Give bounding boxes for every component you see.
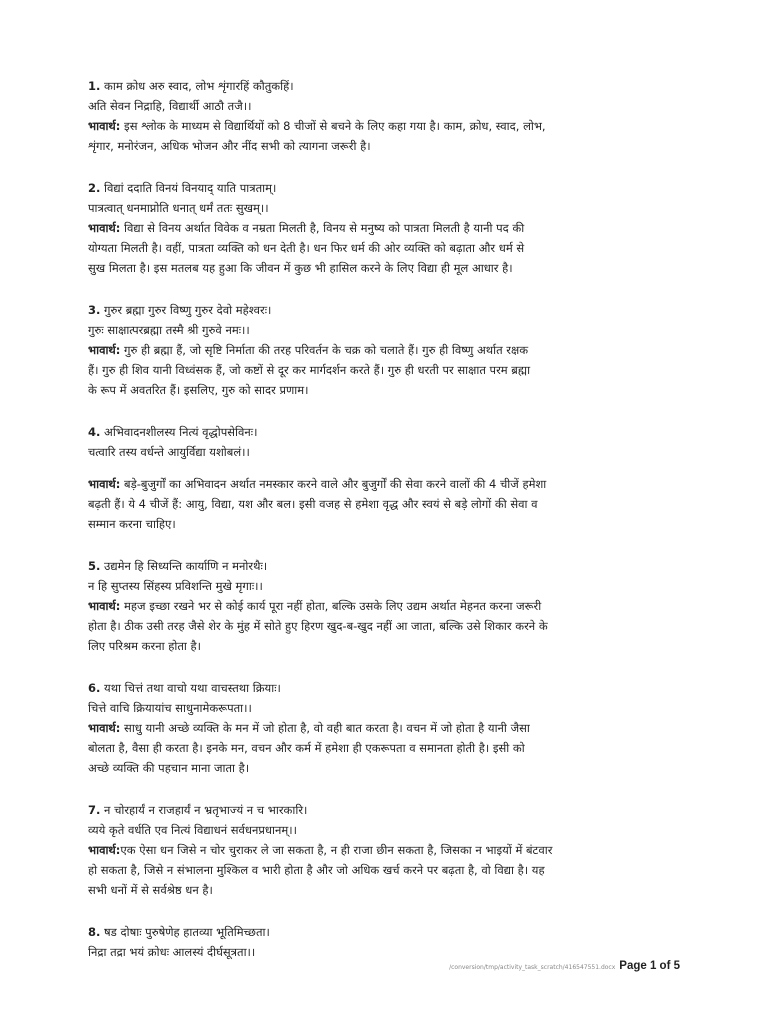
shloka-text: निद्रा तद्रा भयं क्रोधः आलस्यं दीर्घसूत्रता।। <box>88 945 256 959</box>
shloka-entry <box>88 300 688 400</box>
meaning-text: हो सकता है, जिसे न संभालना मुश्किल व भारी होता है और जो अधिक खर्च करने पर बढ़ता है, वो विद्या है। यह <box>88 863 545 877</box>
meaning-line <box>88 718 688 738</box>
meaning-line <box>88 238 688 258</box>
meaning-text: होता है। ठीक उसी तरह जैसे शेर के मुंह में सोते हुए हिरण खुद-ब-खुद नहीं आ जाता, बल्कि उसे शिकार करने के <box>88 619 548 633</box>
meaning-text: बढ़ती हैं। ये 4 चीजें हैं: आयु, विद्या, यश और बल। इसी वजह से हमेशा वृद्ध और स्वयं से बड़े लोगों की सेवा व <box>88 497 538 511</box>
page-footer <box>449 960 680 972</box>
shloka-text: अभिवादनशीलस्य नित्यं वृद्धोपसेविनः। <box>100 425 258 439</box>
meaning-line <box>88 218 688 238</box>
shloka-entry <box>88 556 688 656</box>
meaning-label: भावार्थ: <box>88 343 121 357</box>
entry-number: 4. <box>88 425 101 439</box>
meaning-line <box>88 840 688 860</box>
shloka-text: गुरुर ब्रह्मा गुरुर विष्णु गुरुर देवो महेश्वरः। <box>100 303 272 317</box>
shloka-entry <box>88 800 688 900</box>
shloka-line-2 <box>88 442 688 462</box>
shloka-line-1 <box>88 800 688 820</box>
shloka-text: यथा चित्तं तथा वाचो यथा वाचस्तथा क्रियाः। <box>100 681 281 695</box>
shloka-text: न चोरहार्यं न राजहार्यं न भ्रतृभाज्यं न च भारकारि। <box>100 803 308 817</box>
entry-number: 8. <box>88 925 101 939</box>
meaning-line <box>88 514 688 534</box>
meaning-line <box>88 340 688 360</box>
meaning-text: के रूप में अवतरित हैं। इसलिए, गुरु को सादर प्रणाम। <box>88 383 309 397</box>
shloka-entry <box>88 76 688 156</box>
file-path: /conversion/tmp/activity_task_scratch/416547551.docx <box>449 964 616 971</box>
meaning-text: हैं। गुरु ही शिव यानी विध्वंसक हैं, जो कष्टों से दूर कर मार्गदर्शन करते हैं। गुरु ही धरती पर साक्षात परम ब्रह्मा <box>88 363 531 377</box>
meaning-line <box>88 738 688 758</box>
shloka-line-2 <box>88 820 688 840</box>
shloka-line-2 <box>88 96 688 116</box>
entry-number: 5. <box>88 559 101 573</box>
meaning-text: सम्मान करना चाहिए। <box>88 517 176 531</box>
shloka-text: चत्वारि तस्य वर्धन्ते आयुर्विद्या यशोबलं।। <box>88 445 250 459</box>
shloka-line-1 <box>88 76 688 96</box>
meaning-label: भावार्थ: <box>88 721 121 735</box>
document-page <box>88 76 688 984</box>
meaning-text: लिए परिश्रम करना होता है। <box>88 639 201 653</box>
shloka-text: काम क्रोध अरु स्वाद, लोभ शृंगारहिं कौतुकहिं। <box>100 79 294 93</box>
entry-number: 1. <box>88 79 101 93</box>
meaning-text: इस श्लोक के माध्यम से विद्यार्थियों को 8 चीजों से बचने के लिए कहा गया है। काम, क्रोध, स्वाद, लोभ, <box>120 119 546 133</box>
meaning-line <box>88 380 688 400</box>
meaning-line <box>88 616 688 636</box>
shloka-line-2 <box>88 576 688 596</box>
meaning-text: शृंगार, मनोरंजन, अधिक भोजन और नींद सभी को त्यागना जरूरी है। <box>88 139 371 153</box>
shloka-line-1 <box>88 422 688 442</box>
meaning-text: महज इच्छा रखने भर से कोई कार्य पूरा नहीं होता, बल्कि उसके लिए उद्यम अर्थात मेहनत करना जरूरी <box>120 599 542 613</box>
meaning-line <box>88 116 688 136</box>
meaning-text: बड़े-बुजुर्गों का अभिवादन अर्थात नमस्कार करने वाले और बुजुर्गों की सेवा करने वालों की 4 चीजें हमेशा <box>120 477 547 491</box>
meaning-text: बोलता है, वैसा ही करता है। इनके मन, वचन और कर्म में हमेशा ही एकरूपता व समानता होती है। इसी को <box>88 741 525 755</box>
entry-number: 3. <box>88 303 101 317</box>
meaning-text: गुरु ही ब्रह्मा हैं, जो सृष्टि निर्माता की तरह परिवर्तन के चक्र को चलाते हैं। गुरु ही विष्णु अर्थात रक्षक <box>120 343 529 357</box>
shloka-text: उद्यमेन हि सिध्यन्ति कार्याणि न मनोरथैः। <box>100 559 268 573</box>
meaning-text: योग्यता मिलती है। वहीं, पात्रता व्यक्ति को धन देती है। धन फिर धर्म की ओर व्यक्ति को बढ़ाता और धर्म से <box>88 241 525 255</box>
shloka-line-1 <box>88 678 688 698</box>
meaning-text: विद्या से विनय अर्थात विवेक व नम्रता मिलती है, विनय से मनुष्य को पात्रता मिलती है यानी पद की <box>120 221 525 235</box>
shloka-line-1 <box>88 178 688 198</box>
meaning-text: सभी धनों में से सर्वश्रेष्ठ धन है। <box>88 883 213 897</box>
shloka-entry <box>88 678 688 778</box>
shloka-text: अति सेवन निद्राहि, विद्यार्थी आठौ तजै।। <box>88 99 252 113</box>
shloka-entry <box>88 422 688 534</box>
meaning-text: अच्छे व्यक्ति की पहचान माना जाता है। <box>88 761 250 775</box>
shloka-line-2 <box>88 320 688 340</box>
meaning-line <box>88 860 688 880</box>
shloka-text: गुरुः साक्षात्परब्रह्मा तस्मै श्री गुरुवे नमः।। <box>88 323 250 337</box>
meaning-line <box>88 596 688 616</box>
shloka-line-1 <box>88 300 688 320</box>
meaning-line <box>88 880 688 900</box>
meaning-text: एक ऐसा धन जिसे न चोर चुराकर ले जा सकता है, न ही राजा छीन सकता है, जिसका न भाइयों में बंटवार <box>120 843 553 857</box>
meaning-label: भावार्थ: <box>88 843 121 857</box>
shloka-line-2 <box>88 698 688 718</box>
entry-number: 7. <box>88 803 101 817</box>
shloka-text: षड दोषाः पुरुषेणेह हातव्या भूतिमिच्छता। <box>100 925 270 939</box>
meaning-line <box>88 636 688 656</box>
entry-number: 2. <box>88 181 101 195</box>
shloka-line-1 <box>88 556 688 576</box>
shloka-text: चित्ते वाचि क्रियायांच साधुनामेकरूपता।। <box>88 701 252 715</box>
shloka-entry <box>88 178 688 278</box>
meaning-line <box>88 758 688 778</box>
shloka-text: न हि सुप्तस्य सिंहस्य प्रविशन्ति मुखे मृगाः।। <box>88 579 263 593</box>
meaning-line <box>88 494 688 514</box>
shloka-line-1 <box>88 922 688 942</box>
meaning-line <box>88 258 688 278</box>
meaning-label: भावार्थ: <box>88 221 121 235</box>
shloka-entry <box>88 922 688 962</box>
shloka-line-2 <box>88 942 688 962</box>
meaning-line <box>88 474 688 494</box>
meaning-text: साधु यानी अच्छे व्यक्ति के मन में जो होता है, वो वही बात करता है। वचन में जो होता है यानी जैसा <box>120 721 530 735</box>
meaning-line <box>88 360 688 380</box>
shloka-text: पात्रत्वात् धनमाप्नोति धनात् धर्मं ततः सुखम्।। <box>88 201 269 215</box>
meaning-label: भावार्थ: <box>88 477 121 491</box>
shloka-line-2 <box>88 198 688 218</box>
entry-number: 6. <box>88 681 101 695</box>
shloka-text: विद्यां ददाति विनयं विनयाद् याति पात्रताम्। <box>100 181 277 195</box>
meaning-label: भावार्थ: <box>88 599 121 613</box>
shloka-text: व्यये कृते वर्धति एव नित्यं विद्याधनं सर्वधनप्रधानम्।। <box>88 823 297 837</box>
meaning-line <box>88 136 688 156</box>
meaning-text: सुख मिलता है। इस मतलब यह हुआ कि जीवन में कुछ भी हासिल करने के लिए विद्या ही मूल आधार है। <box>88 261 513 275</box>
page-number: Page 1 of 5 <box>619 960 680 972</box>
meaning-label: भावार्थ: <box>88 119 121 133</box>
